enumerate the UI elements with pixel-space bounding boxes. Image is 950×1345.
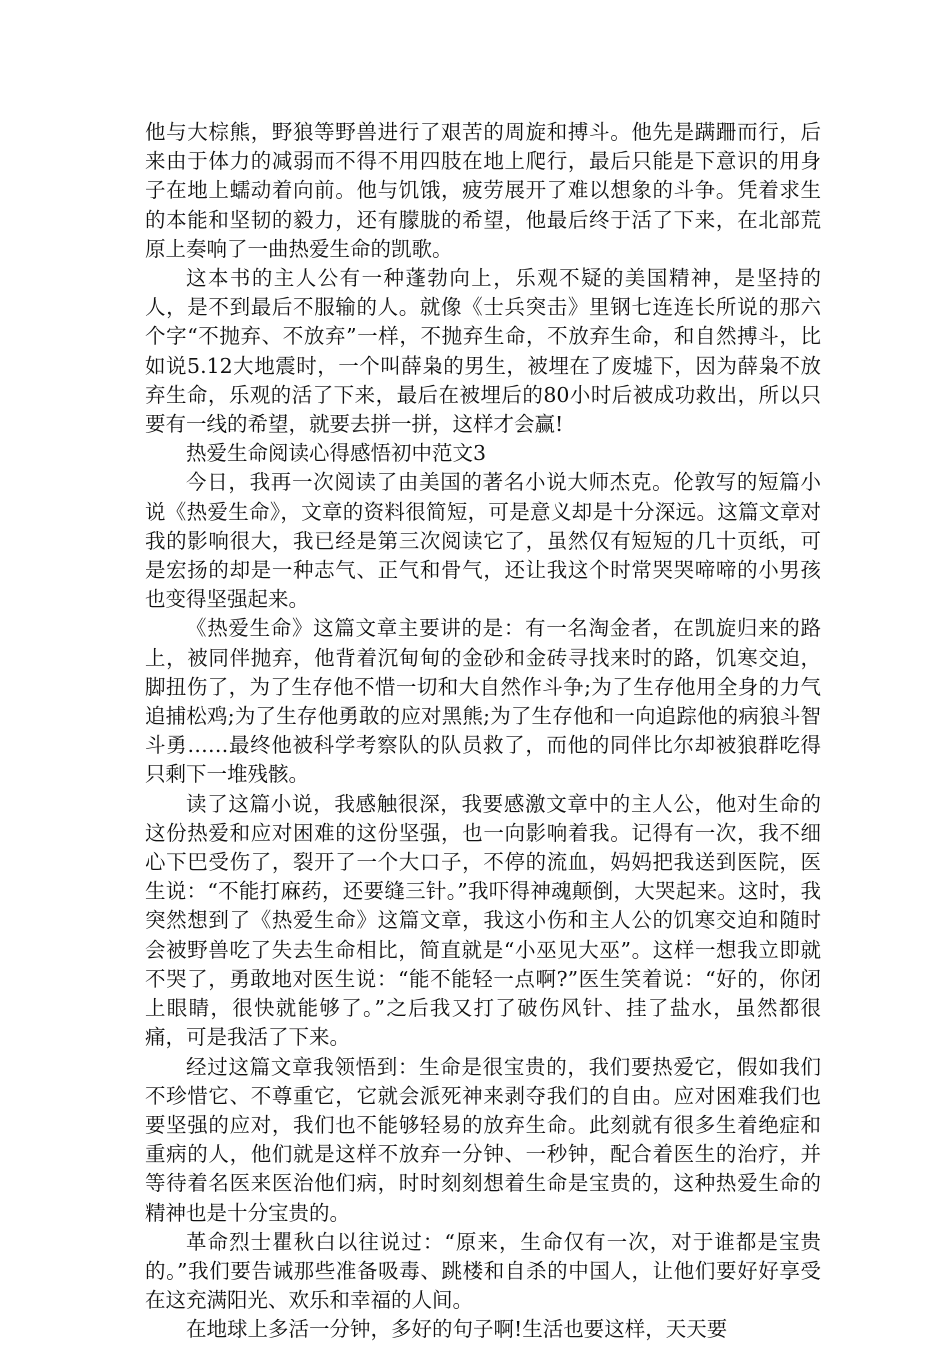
paragraph: 革命烈士瞿秋白以往说过：“原来，生命仅有一次，对于谁都是宝贵的。”我们要告诫那些准备吸毒、跳楼和自杀的中国人，让他们要好好享受在这充满阳光、欢乐和幸福的人间。 (145, 1229, 821, 1313)
paragraph: 《热爱生命》这篇文章主要讲的是：有一名淘金者，在凯旋归来的路上，被同伴抛弃，他背着沉甸甸的金砂和金砖寻找来时的路，饥寒交迫，脚扭伤了，为了生存他不惜一切和大自然作斗争;为了生存他用全身的力气追捕松鸡;为了生存他勇敢的应对黑熊;为了生存他和一向追踪他的病狼斗智斗勇……最终他被科学考察队的队员救了，而他的同伴比尔却被狼群吃得只剩下一堆残骸。 (145, 616, 821, 787)
paragraph: 他与大棕熊，野狼等野兽进行了艰苦的周旋和搏斗。他先是蹒跚而行，后来由于体力的减弱而不得不用四肢在地上爬行，最后只能是下意识的用身子在地上蠕动着向前。他与饥饿，疲劳展开了难以想象的斗争。凭着求生的本能和坚韧的毅力，还有朦胧的希望，他最后终于活了下来，在北部荒原上奏响了一曲热爱生命的凯歌。 (145, 120, 821, 261)
section-heading: 热爱生命阅读心得感悟初中范文3 (186, 441, 487, 466)
paragraph: 读了这篇小说，我感触很深，我要感激文章中的主人公，他对生命的这份热爱和应对困难的这份坚强，也一向影响着我。记得有一次，我不细心下巴受伤了，裂开了一个大口子，不停的流血，妈妈把我送到医院，医生说：“不能打麻药，还要缝三针。”我吓得神魂颠倒，大哭起来。这时，我突然想到了《热爱生命》这篇文章，我这小伤和主人公的饥寒交迫和随时会被野兽吃了失去生命相比，简直就是“小巫见大巫”。这样一想我立即就不哭了，勇敢地对医生说：“能不能轻一点啊?”医生笑着说：“好的，你闭上眼睛，很快就能够了。”之后我又打了破伤风针、挂了盐水，虽然都很痛，可是我活了下来。 (145, 791, 821, 1050)
paragraph: 经过这篇文章我领悟到：生命是很宝贵的，我们要热爱它，假如我们不珍惜它、不尊重它，它就会派死神来剥夺我们的自由。应对困难我们也要坚强的应对，我们也不能够轻易的放弃生命。此刻就有很多生着绝症和重病的人，他们就是这样不放弃一分钟、一秒钟，配合着医生的治疗，并等待着名医来医治他们病，时时刻刻想着生命是宝贵的，这种热爱生命的精神也是十分宝贵的。 (145, 1054, 821, 1225)
document-page (145, 118, 821, 1345)
paragraph: 今日，我再一次阅读了由美国的著名小说大师杰克。伦敦写的短篇小说《热爱生命》，文章的资料很简短，可是意义却是十分深远。这篇文章对我的影响很大，我已经是第三次阅读它了，虽然仅有短短的几十页纸，可是宏扬的却是一种志气、正气和骨气，还让我这个时常哭哭啼啼的小男孩也变得坚强起来。 (145, 470, 821, 612)
paragraph: 这本书的主人公有一种蓬勃向上，乐观不疑的美国精神，是坚持的人，是不到最后不服输的人。就像《士兵突击》里钢七连连长所说的那六个字“不抛弃、不放弃”一样，不抛弃生命，不放弃生命，和自然搏斗，比如说5.12大地震时，一个叫薛枭的男生，被埋在了废墟下，因为薛枭不放弃生命，乐观的活了下来，最后在被埋后的80小时后被成功救出，所以只要有一线的希望，就要去拼一拼，这样才会赢! (145, 266, 821, 437)
paragraph: 在地球上多活一分钟，多好的句子啊!生活也要这样，天天要 (186, 1317, 728, 1342)
